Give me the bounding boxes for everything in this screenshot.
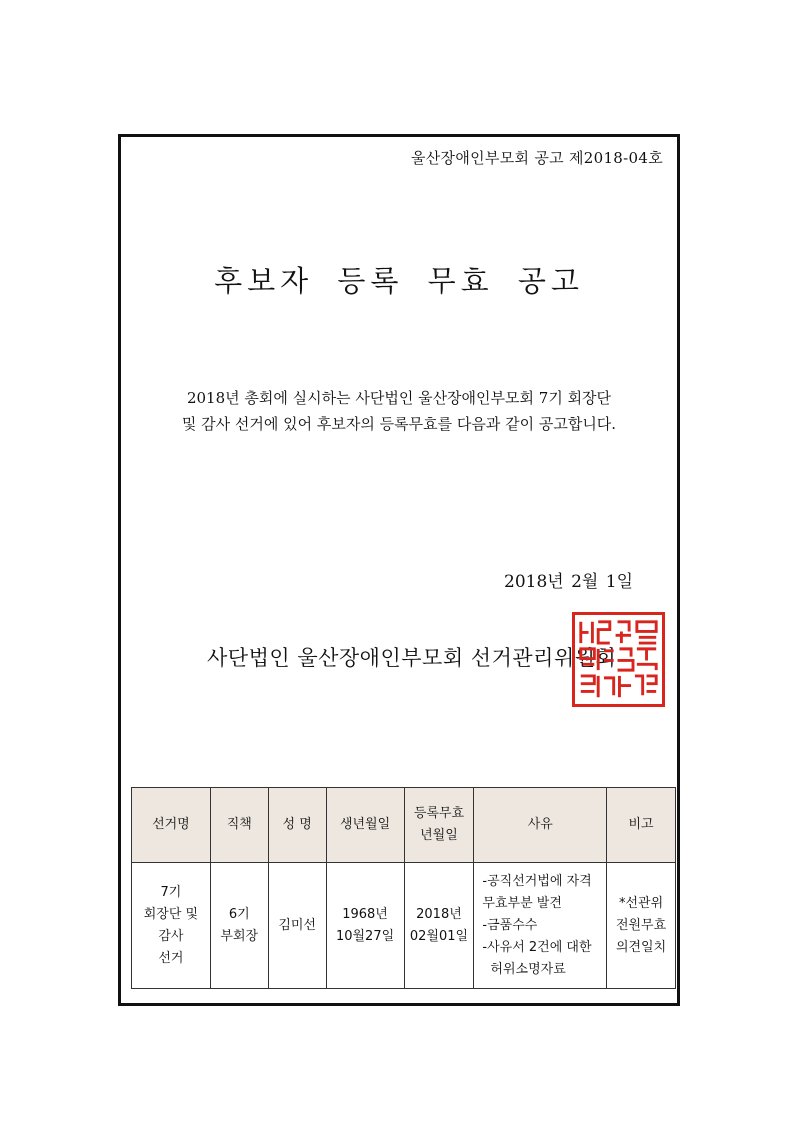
cell-line: 6기 <box>228 906 250 922</box>
cell-line: 무효부분 발견 <box>482 895 562 911</box>
seal-stroke <box>618 649 657 670</box>
cell-line: 10월27일 <box>335 928 395 944</box>
cell-line: *선관위 <box>618 895 664 911</box>
table-header-row <box>132 788 676 863</box>
issuer-name: 사단법인 울산장애인부모회 선거관리위원회 <box>207 646 617 670</box>
cell-note <box>607 863 676 989</box>
header-invalid-date: 등록무효 년월일 <box>404 788 474 863</box>
cell-line: 2018년 <box>416 906 462 922</box>
cell-line: 허위소명자료 <box>490 961 566 977</box>
header-election: 선거명 <box>132 788 211 863</box>
cell-invalid-date <box>404 863 474 989</box>
notice-number: 울산장애인부모회 공고 제2018-04호 <box>410 149 663 167</box>
cell-line: 감사 <box>158 928 184 944</box>
cell-birth <box>326 863 404 989</box>
invalid-registration-table <box>131 787 676 989</box>
cell-name: 김미선 <box>268 863 326 989</box>
seal-stroke <box>581 649 614 670</box>
cell-line: -공직선거법에 자격 <box>482 873 592 889</box>
cell-line: 의견일치 <box>615 939 667 955</box>
cell-line: 7기 <box>160 884 182 900</box>
cell-line: 선거 <box>158 950 184 966</box>
cell-line: 1968년 <box>342 906 388 922</box>
body-line: 및 감사 선거에 있어 후보자의 등록무효를 다음과 같이 공고합니다. <box>181 415 617 433</box>
seal-glyphs-icon <box>575 615 662 704</box>
cell-line: 전원무효 <box>615 917 667 933</box>
cell-line: -금품수수 <box>482 917 538 933</box>
header-birth: 생년월일 <box>326 788 404 863</box>
seal-stroke <box>637 622 656 643</box>
cell-line: 02월01일 <box>409 928 469 944</box>
header-name: 성 명 <box>268 788 326 863</box>
cell-line: 회장단 및 <box>143 906 199 922</box>
official-seal-stamp-icon <box>572 612 665 707</box>
seal-stroke <box>581 676 614 697</box>
header-note: 비고 <box>607 788 676 863</box>
cell-line: 부회장 <box>220 928 259 944</box>
notice-frame <box>118 134 680 1006</box>
seal-stroke <box>619 676 656 697</box>
seal-stroke <box>581 622 610 643</box>
seal-stroke <box>616 622 631 643</box>
cell-line: -사유서 2건에 대한 <box>482 939 592 955</box>
cell-election <box>132 863 211 989</box>
page-title: 후보자 등록 무효 공고 <box>214 264 584 298</box>
table-row <box>132 863 676 989</box>
cell-reason <box>474 863 607 989</box>
header-position: 직책 <box>210 788 268 863</box>
header-reason: 사유 <box>474 788 607 863</box>
body-line: 2018년 총회에 실시하는 사단법인 울산장애인부모회 7기 회장단 <box>186 389 612 407</box>
cell-position <box>210 863 268 989</box>
notice-body <box>151 385 647 437</box>
notice-date: 2018년 2월 1일 <box>504 572 633 592</box>
